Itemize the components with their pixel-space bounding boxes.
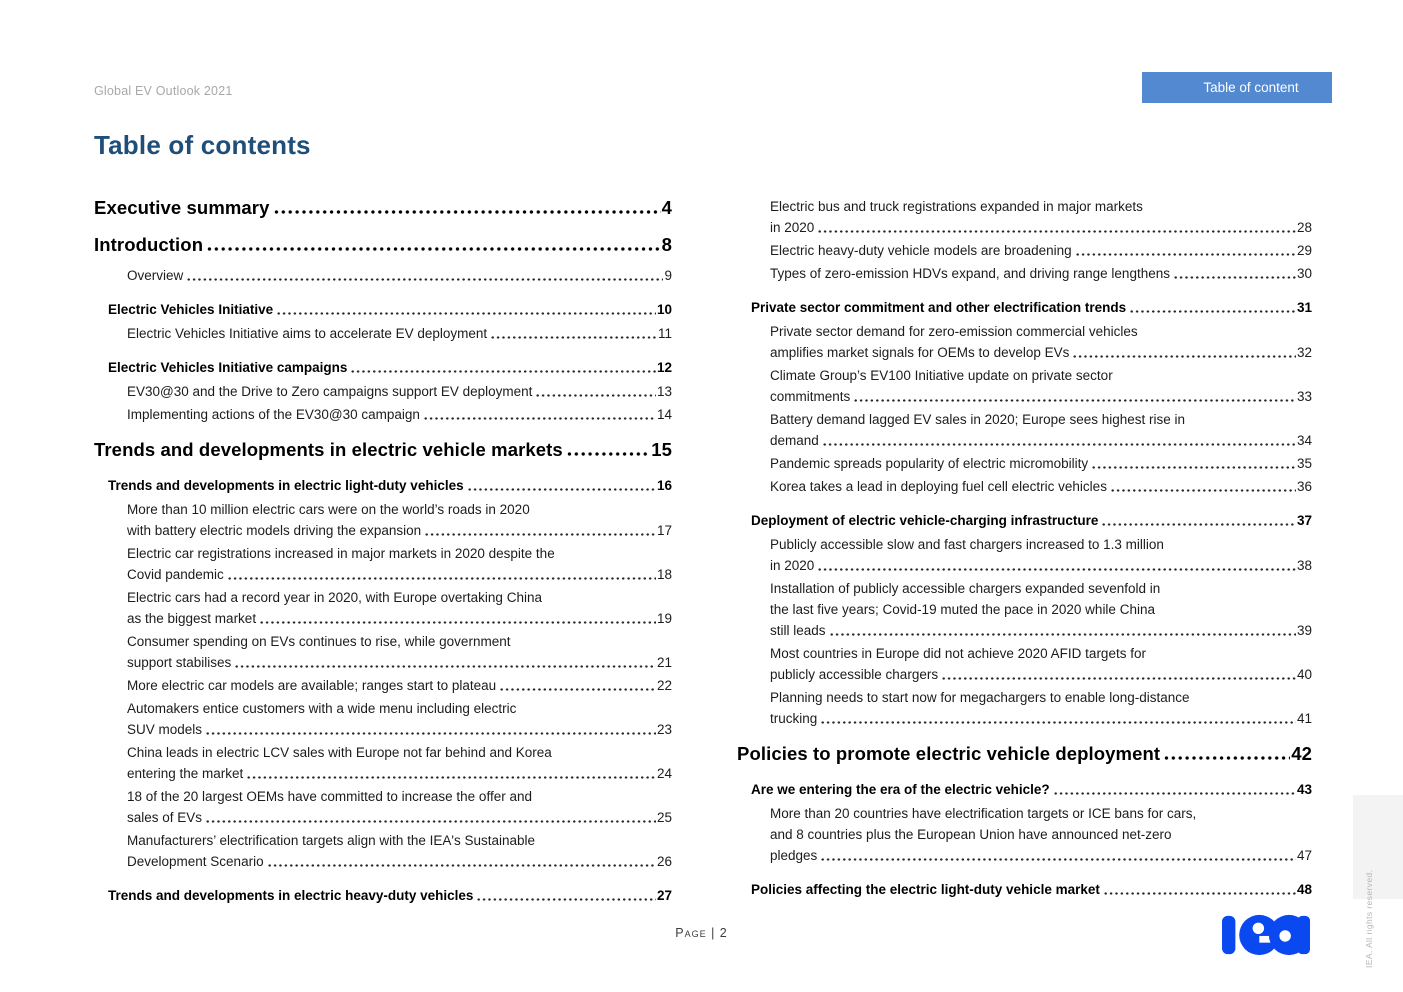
toc-entry[interactable] [737,510,1312,531]
toc-entry[interactable] [94,885,672,906]
toc-entry-text: Introduction [94,234,204,255]
toc-entry-text: Electric heavy-duty vehicle models are broadening [770,243,1072,258]
toc-entry-text: Types of zero-emission HDVs expand, and driving range lengthens [770,266,1170,281]
toc-page-number: 48 [1296,882,1312,897]
toc-page-number: 40 [1296,667,1312,682]
toc-entry[interactable] [737,196,1312,238]
toc-leader-dots [817,555,1296,576]
toc-leader-dots [423,404,656,425]
toc-entry-text: with battery electric models driving the expansion [127,523,422,538]
toc-page-number: 16 [656,478,672,493]
toc-page-number: 4 [661,197,672,218]
toc-page-number: 13 [656,384,672,399]
toc-entry-line: Installation of publicly accessible chargers expanded sevenfold in [770,581,1161,596]
toc-page-number: 17 [656,523,672,538]
toc-page-number: 10 [656,302,672,317]
toc-page-number: 34 [1296,433,1312,448]
toc-entry-text: Overview [127,268,184,283]
toc-page-number: 21 [656,655,672,670]
toc-entry-line: More than 20 countries have electrification targets or ICE bans for cars, [770,806,1197,821]
copyright-vertical-text: IEA. All rights reserved. [1364,869,1374,968]
toc-leader-dots [566,438,650,462]
toc-entry[interactable] [94,357,672,378]
toc-page-number: 41 [1296,711,1312,726]
toc-entry[interactable] [94,265,672,286]
page-title: Table of contents [94,130,311,160]
toc-page-number: 43 [1296,782,1312,797]
toc-entry-line: Climate Group’s EV100 Initiative update on private sector [770,368,1113,383]
toc-page-number: 32 [1296,345,1312,360]
toc-leader-dots [1091,453,1296,474]
toc-entry-line: Most countries in Europe did not achieve 2020 AFID targets for [770,646,1146,661]
toc-leader-dots [1101,510,1296,531]
toc-leader-dots [1163,742,1290,766]
toc-entry-line: Automakers entice customers with a wide menu including electric [127,701,517,716]
toc-leader-dots [1103,879,1296,900]
toc-leader-dots [1072,342,1296,363]
iea-logo [1222,913,1310,957]
toc-page-number: 18 [656,567,672,582]
iea-logo-glyphs [1222,915,1310,955]
toc-leader-dots [941,664,1296,685]
toc-leader-dots [1053,779,1296,800]
toc-entry-text: pledges [770,848,818,863]
toc-entry-text: Development Scenario [127,854,264,869]
toc-page-number: 30 [1296,266,1312,281]
toc-entry-text: in 2020 [770,558,815,573]
toc-entry-text: demand [770,433,819,448]
toc-page-number: 35 [1296,456,1312,471]
toc-entry[interactable] [94,299,672,320]
toc-entry-text: support stabilises [127,655,232,670]
toc-leader-dots [499,675,656,696]
toc-entry-text: More electric car models are available; ranges start to plateau [127,678,497,693]
toc-leader-dots [1110,476,1296,497]
toc-entry-text: amplifies market signals for OEMs to develop EVs [770,345,1070,360]
toc-entry[interactable] [737,742,1312,766]
toc-leader-dots [829,620,1296,641]
toc-page-number: 28 [1296,220,1312,235]
toc-entry-text: Are we entering the era of the electric vehicle? [751,782,1050,797]
toc-entry[interactable] [94,543,672,585]
toc-entry-text: Implementing actions of the EV30@30 campaign [127,407,420,422]
toc-entry-line: 18 of the 20 largest OEMs have committed to increase the offer and [127,789,532,804]
toc-entry-line: Manufacturers’ electrification targets align with the IEA's Sustainable [127,833,536,848]
toc-leader-dots [817,217,1296,238]
toc-entry[interactable] [94,631,672,673]
toc-entry[interactable] [737,578,1312,641]
toc-entry-text: Executive summary [94,197,270,218]
toc-page-number: 25 [656,810,672,825]
toc-entry-line: Publicly accessible slow and fast chargers increased to 1.3 million [770,537,1164,552]
toc-entry-text: trucking [770,711,818,726]
toc-entry[interactable] [94,404,672,425]
toc-entry-text: SUV models [127,722,203,737]
toc-entry[interactable] [737,321,1312,363]
toc-entry-text: commitments [770,389,851,404]
toc-leader-dots [490,323,657,344]
toc-columns [94,196,1312,909]
toc-entry-text: Covid pandemic [127,567,224,582]
toc-entry[interactable] [737,409,1312,451]
toc-entry[interactable] [737,263,1312,284]
toc-page-number: 38 [1296,558,1312,573]
toc-entry[interactable] [94,830,672,872]
toc-entry[interactable] [737,453,1312,474]
toc-page-number: 14 [656,407,672,422]
toc-page-number: 31 [1296,300,1312,315]
toc-entry-text: Deployment of electric vehicle-charging infrastructure [751,513,1099,528]
toc-entry-text: Korea takes a lead in deploying fuel cell electric vehicles [770,479,1107,494]
toc-page-number: 36 [1296,479,1312,494]
toc-leader-dots [205,719,656,740]
toc-entry-text: Policies to promote electric vehicle deployment [737,743,1161,764]
toc-column-right [737,196,1312,909]
toc-entry-line: Electric cars had a record year in 2020, with Europe overtaking China [127,590,542,605]
toc-entry[interactable] [737,476,1312,497]
toc-page-number: 8 [661,234,672,255]
toc-entry-line: and 8 countries plus the European Union have announced net-zero [770,827,1172,842]
toc-page-number: 42 [1291,743,1312,764]
toc-entry[interactable] [94,587,672,629]
toc-leader-dots [273,196,661,220]
toc-page-number: 24 [656,766,672,781]
toc-entry-line: Battery demand lagged EV sales in 2020; Europe sees highest rise in [770,412,1186,427]
toc-leader-dots [205,807,656,828]
toc-entry[interactable] [94,742,672,784]
toc-leader-dots [820,845,1296,866]
toc-page-number: 47 [1296,848,1312,863]
toc-entry[interactable] [94,323,672,344]
toc-page-number: 22 [656,678,672,693]
toc-leader-dots [1173,263,1296,284]
footer-page-indicator: Page | 2 [675,926,728,940]
toc-entry-text: in 2020 [770,220,815,235]
toc-page-number: 39 [1296,623,1312,638]
toc-entry[interactable] [94,698,672,740]
toc-entry[interactable] [94,675,672,696]
toc-entry[interactable] [94,499,672,541]
toc-entry-text: publicly accessible chargers [770,667,939,682]
toc-entry-text: Trends and developments in electric heavy-duty vehicles [108,888,474,903]
toc-entry-text: still leads [770,623,826,638]
toc-entry[interactable] [737,879,1312,900]
toc-page-number: 12 [656,360,672,375]
toc-entry-line: Electric bus and truck registrations expanded in major markets [770,199,1143,214]
toc-entry-text: Electric Vehicles Initiative aims to accelerate EV deployment [127,326,488,341]
toc-entry-text: Trends and developments in electric light-duty vehicles [108,478,464,493]
toc-entry-line: Electric car registrations increased in major markets in 2020 despite the [127,546,555,561]
toc-entry[interactable] [737,534,1312,576]
toc-entry[interactable] [737,643,1312,685]
toc-entry[interactable] [737,803,1312,866]
toc-page-number: 23 [656,722,672,737]
toc-leader-dots [822,430,1296,451]
toc-page-number: 26 [656,854,672,869]
toc-page-number: 9 [664,268,672,283]
toc-entry[interactable] [737,687,1312,729]
toc-leader-dots [276,299,656,320]
toc-entry-text: sales of EVs [127,810,203,825]
toc-leader-dots [820,708,1296,729]
toc-entry-text: Electric Vehicles Initiative campaigns [108,360,348,375]
toc-leader-dots [467,475,656,496]
toc-entry[interactable] [94,381,672,402]
toc-page-number: 37 [1296,513,1312,528]
toc-entry[interactable] [737,297,1312,318]
toc-leader-dots [259,608,656,629]
toc-column-left [94,196,672,909]
toc-page-number: 33 [1296,389,1312,404]
toc-entry-text: Pandemic spreads popularity of electric micromobility [770,456,1089,471]
toc-page-number: 19 [656,611,672,626]
toc-leader-dots [535,381,656,402]
toc-entry[interactable] [94,233,672,257]
toc-entry-text: EV30@30 and the Drive to Zero campaigns support EV deployment [127,384,533,399]
doc-header-title: Global EV Outlook 2021 [94,84,233,98]
toc-leader-dots [1129,297,1296,318]
toc-entry[interactable] [94,196,672,220]
toc-leader-dots [246,763,656,784]
toc-entry[interactable] [737,240,1312,261]
toc-entry[interactable] [94,786,672,828]
toc-entry-text: entering the market [127,766,244,781]
toc-leader-dots [206,233,661,257]
toc-entry-line: the last five years; Covid-19 muted the pace in 2020 while China [770,602,1155,617]
toc-leader-dots [476,885,656,906]
toc-entry[interactable] [737,779,1312,800]
toc-entry-line: Private sector demand for zero-emission commercial vehicles [770,324,1138,339]
toc-page-number: 27 [656,888,672,903]
toc-leader-dots [424,520,656,541]
toc-leader-dots [186,265,663,286]
toc-entry[interactable] [94,438,672,462]
right-edge-panel [1353,795,1403,899]
toc-leader-dots [350,357,656,378]
toc-entry-line: More than 10 million electric cars were on the world’s roads in 2020 [127,502,530,517]
toc-leader-dots [267,851,656,872]
toc-entry-line: Planning needs to start now for megachargers to enable long-distance [770,690,1190,705]
toc-entry-text: Electric Vehicles Initiative [108,302,274,317]
toc-entry-text: Policies affecting the electric light-duty vehicle market [751,882,1100,897]
toc-entry-line: Consumer spending on EVs continues to rise, while government [127,634,511,649]
toc-leader-dots [1075,240,1296,261]
toc-page-number: 15 [651,439,672,460]
toc-entry-line: China leads in electric LCV sales with Europe not far behind and Korea [127,745,552,760]
toc-entry-text: as the biggest market [127,611,257,626]
toc-page-number: 29 [1296,243,1312,258]
toc-entry-text: Trends and developments in electric vehicle markets [94,439,563,460]
toc-leader-dots [853,386,1296,407]
toc-nav-button[interactable]: Table of content [1142,72,1332,103]
toc-leader-dots [234,652,656,673]
toc-entry[interactable] [737,365,1312,407]
toc-leader-dots [227,564,656,585]
toc-page-number: 11 [657,326,672,341]
toc-entry[interactable] [94,475,672,496]
toc-entry-text: Private sector commitment and other electrification trends [751,300,1127,315]
